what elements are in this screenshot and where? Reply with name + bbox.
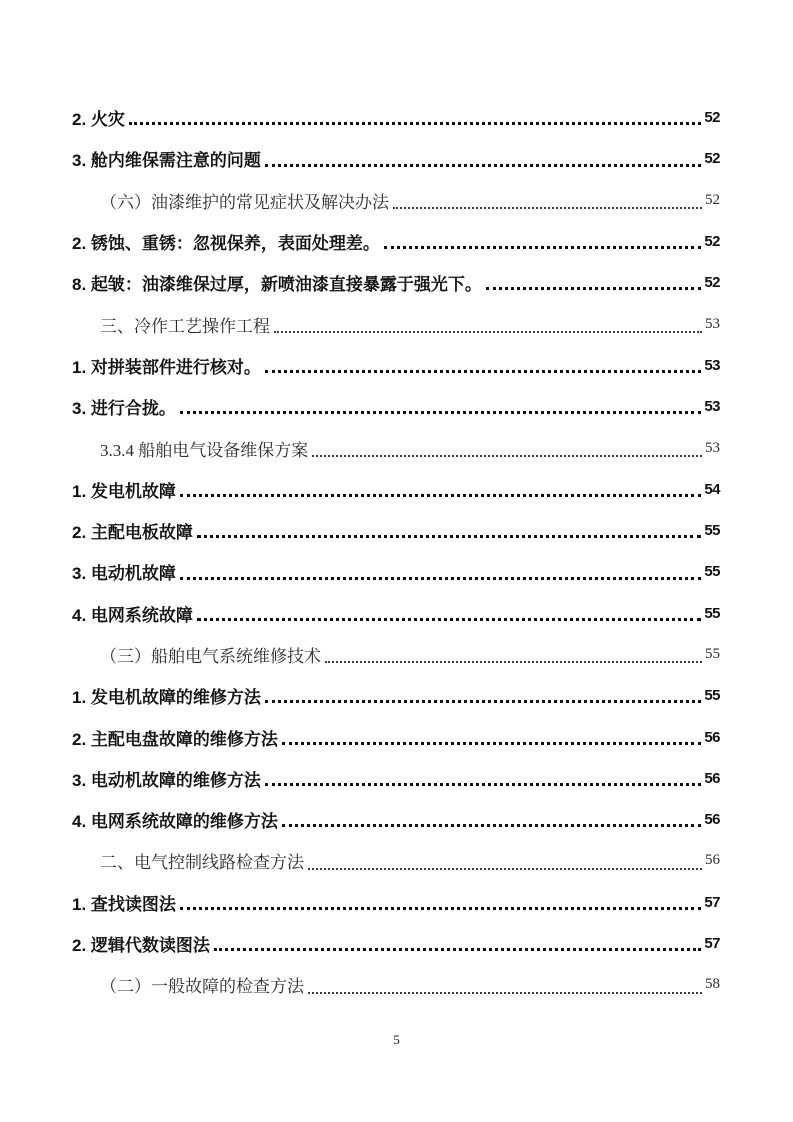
toc-entry-title: （六）油漆维护的常见症状及解决办法	[100, 192, 389, 212]
toc-entry[interactable]	[72, 510, 720, 551]
dotted-leader	[180, 411, 701, 414]
toc-entry-title: 1. 发电机故障	[72, 481, 176, 501]
toc-entry-page-number: 53	[704, 398, 720, 416]
toc-entry-page-number: 55	[704, 604, 720, 622]
toc-entry-title: 2. 火灾	[72, 110, 125, 130]
toc-entry[interactable]	[72, 303, 720, 344]
toc-entry[interactable]	[72, 551, 720, 592]
toc-entry-title: 3. 进行合拢。	[72, 399, 176, 419]
dotted-leader	[197, 618, 701, 621]
toc-entry[interactable]	[72, 593, 720, 634]
dotted-leader	[486, 287, 701, 290]
dotted-leader	[214, 948, 701, 951]
toc-entry[interactable]	[72, 840, 720, 881]
toc-entry[interactable]	[72, 469, 720, 510]
dotted-leader	[282, 742, 701, 745]
toc-entry-page-number: 57	[704, 893, 720, 911]
toc-entry-page-number: 55	[705, 646, 720, 662]
toc-entry[interactable]	[72, 180, 720, 221]
toc-entry-title: 3. 舱内维保需注意的问题	[72, 151, 261, 171]
toc-entry-page-number: 55	[704, 563, 720, 581]
toc-entry-page-number: 55	[704, 522, 720, 540]
dotted-leader	[265, 700, 701, 703]
toc-entry-title: 4. 电网系统故障	[72, 605, 193, 625]
toc-entry-page-number: 54	[704, 480, 720, 498]
toc-entry-title: 2. 锈蚀、重锈：忽视保养，表面处理差。	[72, 234, 380, 254]
dotted-leader	[180, 907, 701, 910]
toc-entry-page-number: 55	[704, 687, 720, 705]
toc-entry-title: 三、冷作工艺操作工程	[100, 316, 270, 336]
toc-entry-title: 3. 电动机故障	[72, 564, 176, 584]
toc-entry-title: 二、电气控制线路检查方法	[100, 853, 304, 873]
dotted-leader	[384, 246, 701, 249]
dotted-leader	[129, 122, 701, 125]
toc-entry-title: 3.3.4 船舶电气设备维保方案	[100, 440, 309, 460]
toc-entry-page-number: 56	[705, 852, 720, 869]
dotted-leader	[393, 207, 702, 209]
toc-entry-title: 8. 起皱：油漆维保过厚，新喷油漆直接暴露于强光下。	[72, 275, 482, 295]
toc-entry-title: 1. 查找读图法	[72, 894, 176, 914]
toc-entry-page-number: 52	[704, 233, 720, 251]
dotted-leader	[265, 783, 701, 786]
dotted-leader	[282, 824, 701, 827]
toc-entry[interactable]	[72, 221, 720, 262]
toc-entry-title: 2. 逻辑代数读图法	[72, 936, 210, 956]
toc-entry[interactable]	[72, 882, 720, 923]
toc-entry[interactable]	[72, 799, 720, 840]
toc-entry-title: 1. 对拼装部件进行核对。	[72, 357, 261, 377]
toc-entry[interactable]	[72, 262, 720, 303]
dotted-leader	[312, 455, 702, 457]
dotted-leader	[274, 331, 702, 333]
toc-list	[72, 97, 720, 1006]
toc-entry[interactable]	[72, 138, 720, 179]
toc-entry-title: 1. 发电机故障的维修方法	[72, 688, 261, 708]
toc-entry[interactable]	[72, 386, 720, 427]
toc-entry[interactable]	[72, 716, 720, 757]
toc-entry-page-number: 56	[704, 769, 720, 787]
toc-entry[interactable]	[72, 675, 720, 716]
toc-entry[interactable]	[72, 634, 720, 675]
dotted-leader	[180, 494, 701, 497]
toc-entry-page-number: 53	[704, 356, 720, 374]
toc-entry[interactable]	[72, 345, 720, 386]
toc-entry-page-number: 52	[705, 191, 720, 208]
toc-entry-title: 2. 主配电盘故障的维修方法	[72, 729, 278, 749]
toc-entry-page-number: 52	[704, 274, 720, 292]
toc-entry-page-number: 53	[705, 315, 720, 332]
dotted-leader	[308, 868, 702, 870]
toc-entry[interactable]	[72, 427, 720, 468]
toc-entry-title: 2. 主配电板故障	[72, 523, 193, 543]
footer-page-number: 5	[393, 1032, 400, 1047]
toc-entry-page-number: 56	[704, 728, 720, 746]
toc-entry[interactable]	[72, 923, 720, 964]
toc-entry-title: （三）船舶电气系统维修技术	[100, 647, 321, 666]
toc-entry-page-number: 52	[704, 109, 720, 127]
toc-entry-page-number: 58	[705, 976, 720, 993]
dotted-leader	[308, 992, 702, 994]
toc-entry[interactable]	[72, 964, 720, 1005]
dotted-leader	[265, 164, 701, 167]
toc-entry[interactable]	[72, 97, 720, 138]
toc-entry-page-number: 52	[704, 150, 720, 168]
toc-entry-page-number: 53	[705, 439, 720, 456]
dotted-leader	[265, 370, 701, 373]
toc-entry-page-number: 56	[704, 811, 720, 829]
toc-entry-title: 4. 电网系统故障的维修方法	[72, 812, 278, 832]
dotted-leader	[325, 661, 702, 663]
toc-entry-page-number: 57	[704, 935, 720, 953]
toc-entry-title: （二）一般故障的检查方法	[100, 977, 304, 997]
dotted-leader	[180, 577, 701, 580]
toc-entry[interactable]	[72, 758, 720, 799]
dotted-leader	[197, 535, 701, 538]
toc-entry-title: 3. 电动机故障的维修方法	[72, 770, 261, 790]
